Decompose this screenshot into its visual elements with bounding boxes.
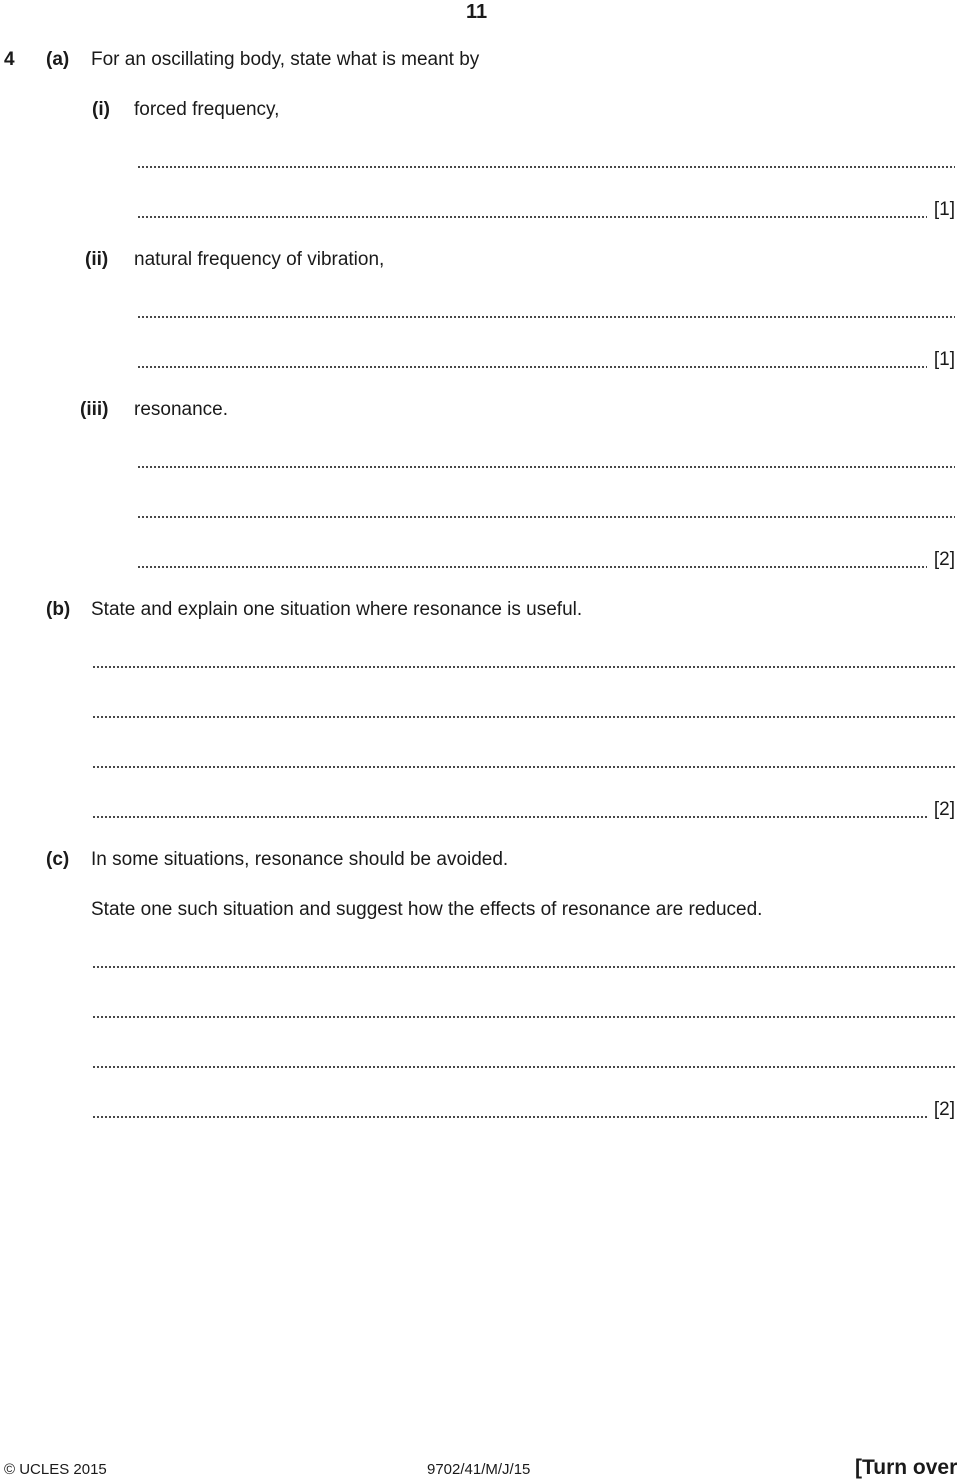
part-c-text-1: In some situations, resonance should be avoided. [91, 849, 509, 870]
sub-iii-label: (iii) [80, 399, 109, 420]
answer-line[interactable] [92, 948, 955, 972]
paper-code: 9702/41/M/J/15 [427, 1461, 531, 1478]
copyright-notice: © UCLES 2015 [4, 1461, 107, 1478]
answer-line[interactable] [92, 748, 955, 772]
mark-allocation: [2] [933, 799, 955, 820]
mark-allocation: [1] [933, 199, 955, 220]
sub-ii-text: natural frequency of vibration, [134, 249, 385, 270]
part-c-text-2: State one such situation and suggest how the effects of resonance are reduced. [91, 899, 763, 920]
part-b-label: (b) [46, 599, 71, 620]
mark-allocation: [2] [933, 549, 955, 570]
sub-ii-label: (ii) [85, 249, 109, 270]
answer-line[interactable] [137, 148, 955, 172]
answer-line[interactable] [137, 298, 955, 322]
part-a-label: (a) [46, 49, 70, 70]
mark-allocation: [2] [933, 1099, 955, 1120]
answer-line[interactable] [137, 448, 955, 472]
answer-line[interactable] [137, 198, 955, 222]
sub-i-text: forced frequency, [134, 99, 280, 120]
answer-line[interactable] [137, 498, 955, 522]
part-a-stem: For an oscillating body, state what is meant by [91, 49, 480, 70]
answer-line[interactable] [92, 1048, 955, 1072]
part-c-label: (c) [46, 849, 70, 870]
turn-over-label: [Turn over [855, 1456, 958, 1479]
mark-allocation: [1] [933, 349, 955, 370]
part-b-text: State and explain one situation where resonance is useful. [91, 599, 583, 620]
answer-line[interactable] [92, 798, 955, 822]
answer-line[interactable] [137, 348, 955, 372]
sub-iii-text: resonance. [134, 399, 229, 420]
answer-line[interactable] [92, 998, 955, 1022]
answer-line[interactable] [137, 548, 955, 572]
sub-i-label: (i) [92, 99, 110, 120]
question-number: 4 [4, 49, 15, 70]
page-number: 11 [466, 1, 488, 23]
answer-line[interactable] [92, 648, 955, 672]
answer-line[interactable] [92, 698, 955, 722]
answer-line[interactable] [92, 1098, 955, 1122]
